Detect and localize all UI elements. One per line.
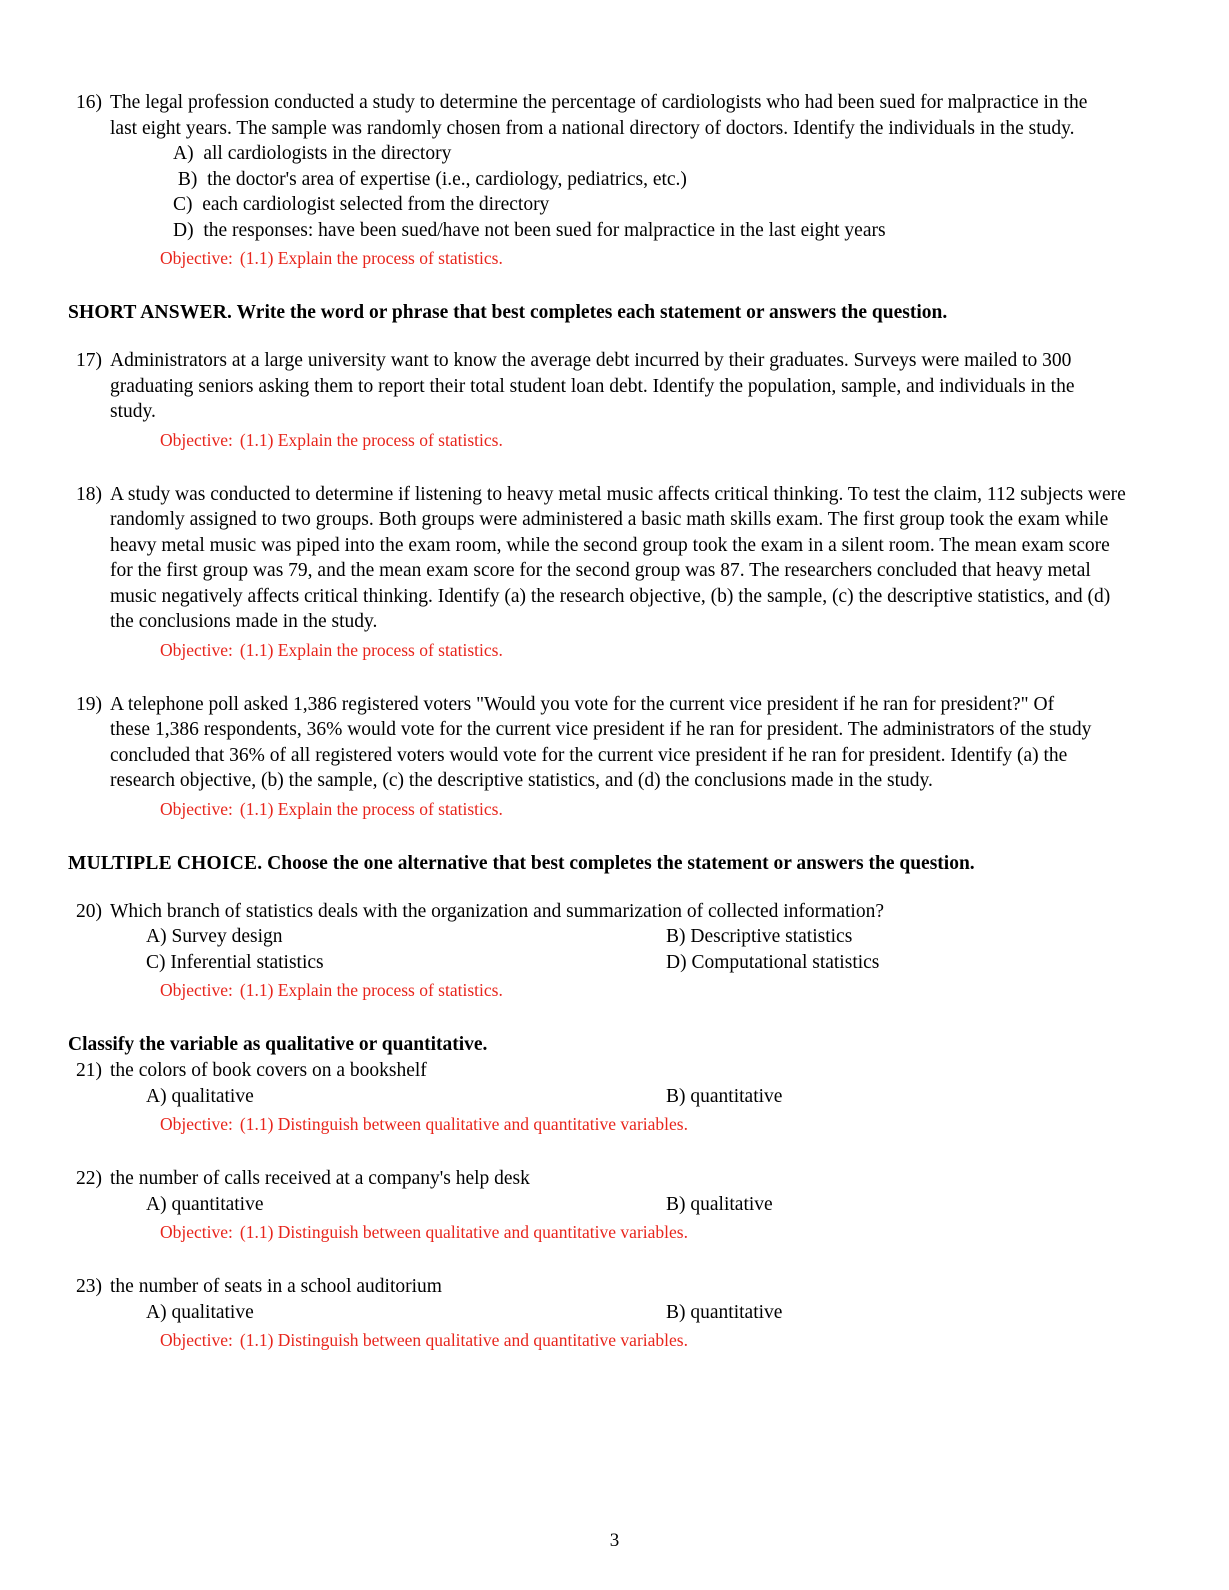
question-text: the colors of book covers on a bookshelf xyxy=(110,1060,427,1081)
objective-text: (1.1) Explain the process of statistics. xyxy=(239,798,503,819)
answer-choice[interactable]: B) quantitative xyxy=(666,1301,783,1323)
answer-choices-21 xyxy=(146,1084,1134,1110)
answer-choice[interactable]: D) Computational statistics xyxy=(666,951,880,973)
objective-text: (1.1) Explain the process of statistics. xyxy=(239,248,503,268)
answer-choice[interactable]: C) Inferential statistics xyxy=(146,951,324,973)
question-text: the number of calls received at a company's help desk xyxy=(110,1168,530,1189)
objective-text: (1.1) Distinguish between qualitative and quantitative variables. xyxy=(239,1222,688,1242)
answer-choice[interactable]: A) quantitative xyxy=(146,1193,264,1215)
section-heading-short-answer xyxy=(68,300,1134,326)
question-17 xyxy=(68,348,1134,425)
answer-choice[interactable]: A) qualitative xyxy=(146,1085,254,1107)
objective-19 xyxy=(160,797,1134,821)
page-number: 3 xyxy=(609,1530,620,1551)
spacer xyxy=(68,821,1134,851)
question-block-21 xyxy=(68,1058,1134,1136)
answer-choice[interactable]: B) qualitative xyxy=(666,1193,773,1215)
spacer xyxy=(68,877,1134,899)
spacer xyxy=(68,1002,1134,1032)
answer-choice[interactable]: D) the responses: have been sued/have not been sued for malpractice in the last eight years xyxy=(173,219,886,241)
objective-23 xyxy=(160,1328,1134,1352)
spacer xyxy=(68,270,1134,300)
question-number: 21) xyxy=(76,1060,102,1081)
question-16 xyxy=(68,90,1134,141)
objective-text: (1.1) Explain the process of statistics. xyxy=(239,639,503,660)
answer-choices-23 xyxy=(146,1300,1134,1326)
question-text: The legal profession conducted a study to determine the percentage of cardiologists who had been sued for malpractice in the last eight years. The sample was randomly chosen from a national directory of doctors. Identify the individuals in the study. xyxy=(110,92,1088,139)
question-number: 23) xyxy=(76,1276,102,1297)
objective-text: (1.1) Explain the process of statistics. xyxy=(239,980,503,1000)
objective-label: Objective: xyxy=(160,1114,233,1134)
section-heading-classify: Classify the variable as qualitative or quantitative. xyxy=(68,1034,488,1055)
objective-label: Objective: xyxy=(160,798,233,819)
objective-label: Objective: xyxy=(160,1330,233,1350)
question-22 xyxy=(68,1166,1134,1192)
objective-label: Objective: xyxy=(160,429,233,450)
answer-choice[interactable]: B) Descriptive statistics xyxy=(666,926,853,947)
question-block-16 xyxy=(68,90,1134,270)
spacer xyxy=(68,1136,1134,1166)
answer-choice[interactable]: B) the doctor's area of expertise (i.e., cardiology, pediatrics, etc.) xyxy=(173,168,687,190)
question-block-17 xyxy=(68,348,1134,452)
section-heading-rest: Write the word or phrase that best completes each statement or answers the question. xyxy=(236,302,948,323)
objective-label: Objective: xyxy=(160,248,233,268)
question-block-19 xyxy=(68,692,1134,821)
question-number: 18) xyxy=(76,483,102,505)
answer-choice[interactable]: B) quantitative xyxy=(666,1085,783,1107)
question-18 xyxy=(68,482,1134,635)
objective-label: Objective: xyxy=(160,639,233,660)
objective-18 xyxy=(160,638,1134,662)
section-heading-rest: Choose the one alternative that best completes the statement or answers the question. xyxy=(267,852,975,874)
question-19 xyxy=(68,692,1134,794)
objective-label: Objective: xyxy=(160,980,233,1000)
objective-20 xyxy=(160,978,1134,1002)
question-number: 19) xyxy=(76,693,102,715)
question-text: A telephone poll asked 1,386 registered voters "Would you vote for the current vice president if he ran for president?" Of these 1,386 respondents, 36% would vote for the current vice president if he ran for president. The administrators of the study concluded that 36% of all registered voters would vote for the current vice president if he ran for president. Identify (a) the research objective, (b) the sample, (c) the descriptive statistics, and (d) the conclusions made in the study. xyxy=(110,693,1092,791)
answer-choice[interactable]: A) Survey design xyxy=(146,926,283,947)
objective-text: (1.1) Distinguish between qualitative and quantitative variables. xyxy=(239,1330,688,1350)
section-heading-lead: MULTIPLE CHOICE. xyxy=(68,852,263,874)
answer-choices-16 xyxy=(173,141,1134,243)
spacer xyxy=(68,662,1134,692)
answer-choice[interactable]: C) each cardiologist selected from the directory xyxy=(173,194,550,215)
question-21 xyxy=(68,1058,1134,1084)
answer-choice[interactable]: A) all cardiologists in the directory xyxy=(173,143,452,164)
question-block-18 xyxy=(68,482,1134,662)
question-number: 16) xyxy=(76,92,102,113)
objective-text: (1.1) Explain the process of statistics. xyxy=(239,429,503,450)
spacer xyxy=(68,1244,1134,1274)
answer-choices-22 xyxy=(146,1192,1134,1218)
objective-17 xyxy=(160,428,1134,452)
objective-22 xyxy=(160,1220,1134,1244)
question-text: Which branch of statistics deals with the organization and summarization of collected information? xyxy=(110,900,884,922)
section-heading-multiple-choice xyxy=(68,851,1134,877)
objective-16 xyxy=(160,246,1134,270)
question-number: 22) xyxy=(76,1168,102,1189)
objective-21 xyxy=(160,1112,1134,1136)
question-text: Administrators at a large university want to know the average debt incurred by their graduates. Surveys were mailed to 300 graduating seniors asking them to report their total student loan debt. Identify the population, sample, and individuals in the study. xyxy=(110,350,1075,422)
question-20 xyxy=(68,899,1134,925)
spacer xyxy=(68,452,1134,482)
objective-label: Objective: xyxy=(160,1222,233,1242)
spacer xyxy=(68,326,1134,348)
question-block-20 xyxy=(68,899,1134,1003)
question-block-22 xyxy=(68,1166,1134,1244)
answer-choices-20 xyxy=(146,924,1134,975)
question-number: 20) xyxy=(76,900,102,922)
question-number: 17) xyxy=(76,350,102,371)
question-text: the number of seats in a school auditorium xyxy=(110,1276,442,1297)
question-23 xyxy=(68,1274,1134,1300)
question-block-23 xyxy=(68,1274,1134,1352)
answer-choice[interactable]: A) qualitative xyxy=(146,1301,254,1323)
section-heading-lead: SHORT ANSWER. xyxy=(68,302,233,323)
objective-text: (1.1) Distinguish between qualitative and quantitative variables. xyxy=(239,1114,688,1134)
question-text: A study was conducted to determine if listening to heavy metal music affects critical thinking. To test the claim, 112 subjects were randomly assigned to two groups. Both groups were administered a basic math skills exam. The first group took the exam while heavy metal music was piped into the exam room, while the second group took the exam in a silent room. The mean exam score for the first group was 79, and the mean exam score for the second group was 87. The researchers concluded that heavy metal music negatively affects critical thinking. Identify (a) the research objective, (b) the sample, (c) the descriptive statistics, and (d) the conclusions made in the study. xyxy=(110,483,1126,632)
